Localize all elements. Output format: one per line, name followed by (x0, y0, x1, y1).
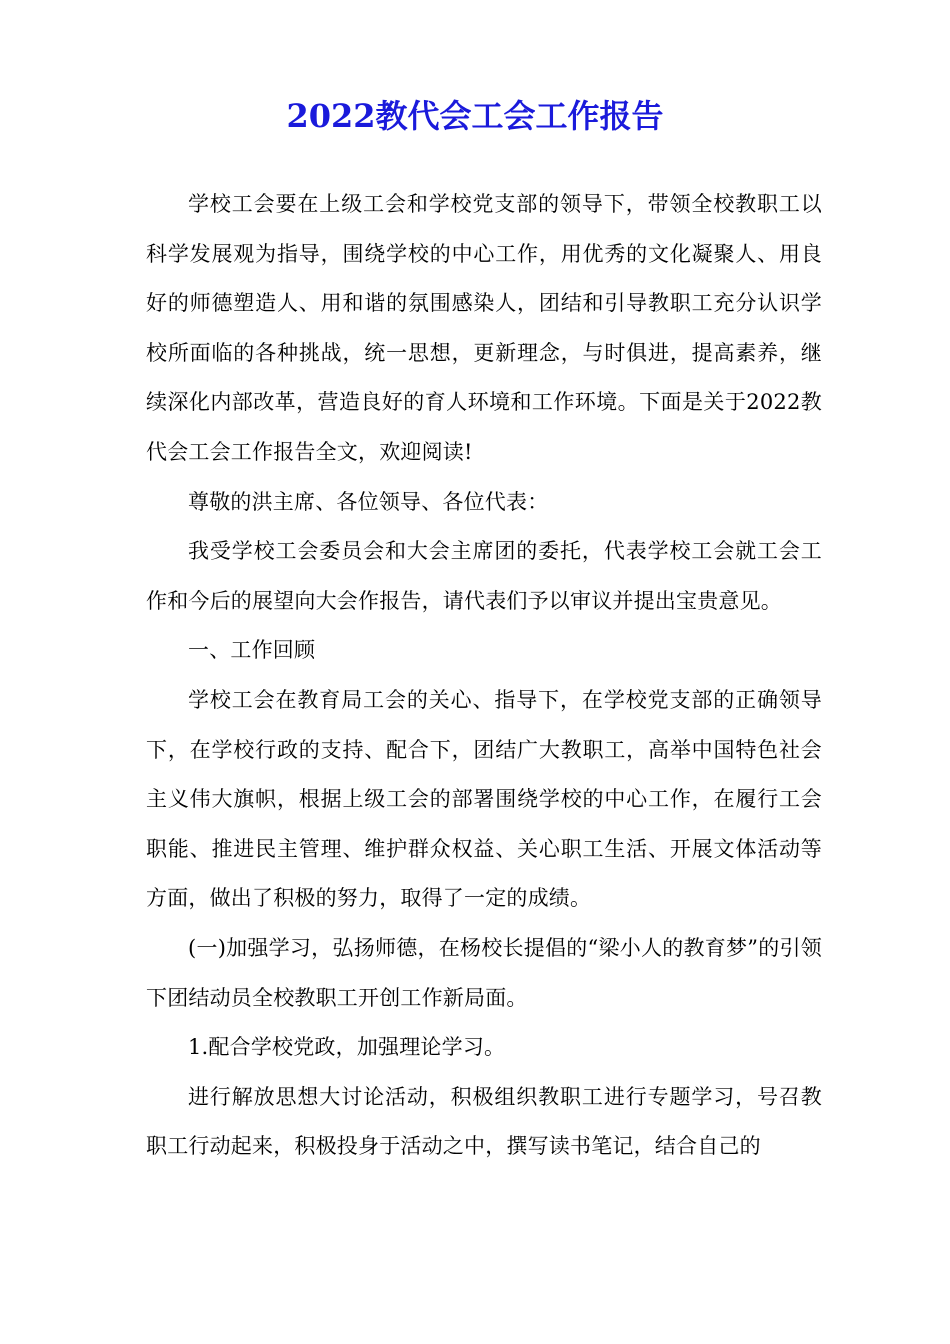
item-heading-1: 1.配合学校党政，加强理论学习。 (188, 1035, 506, 1060)
paragraph-intro: 学校工会要在上级工会和学校党支部的领导下，带领全校教职工以科学发展观为指导，围绕学校的中心工作，用优秀的文化凝聚人、用良好的师德塑造人、用和谐的氛围感染人，团结和引导教职工充分认识学校所面临的各种挑战，统一思想，更新理念，与时俱进，提高素养，继续深化内部改革，营造良好的育人环境和工作环境。下面是关于2022教代会工会工作报告全文，欢迎阅读! (146, 192, 822, 464)
section-heading-work-review: 一、工作回顾 (188, 638, 316, 663)
paragraph-work-review: 学校工会在教育局工会的关心、指导下，在学校党支部的正确领导下，在学校行政的支持、配合下，团结广大教职工，高举中国特色社会主义伟大旗帜，根据上级工会的部署围绕学校的中心工作，在履行工会职能、推进民主管理、维护群众权益、关心职工生活、开展文体活动等方面，做出了积极的努力，取得了一定的成绩。 (146, 687, 822, 911)
paragraph-study-activities: 进行解放思想大讨论活动，积极组织教职工进行专题学习，号召教职工行动起来，积极投身于活动之中，撰写读书笔记，结合自己的 (146, 1084, 822, 1159)
paragraph-salutation: 尊敬的洪主席、各位领导、各位代表： (188, 489, 549, 514)
paragraph-entrusted: 我受学校工会委员会和大会主席团的委托，代表学校工会就工会工作和今后的展望向大会作报告，请代表们予以审议并提出宝贵意见。 (146, 539, 822, 613)
subsection-heading-1: (一)加强学习，弘扬师德，在杨校长提倡的“梁小人的教育梦”的引领下团结动员全校教职工开创工作新局面。 (146, 935, 822, 1010)
document-title: 2022教代会工会工作报告 (286, 97, 664, 135)
document-body (146, 180, 822, 1172)
